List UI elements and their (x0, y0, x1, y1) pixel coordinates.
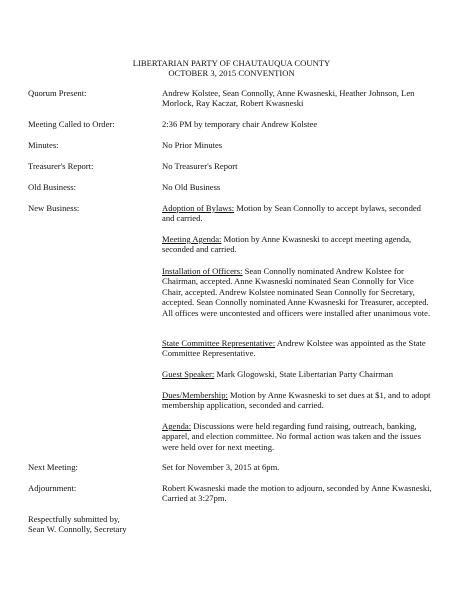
minutes-value: No Prior Minutes (162, 140, 223, 150)
called-to-order-label: Meeting Called to Order: (28, 119, 115, 129)
called-to-order-value: 2:36 PM by temporary chair Andrew Kolstee (162, 119, 318, 129)
signature-line-1: Respectfully submitted by, (28, 514, 120, 524)
item-heading: Installation of Officers: (162, 266, 243, 276)
next-meeting-label: Next Meeting: (28, 462, 78, 472)
treasurer-value: No Treasurer's Report (162, 161, 238, 171)
new-business-item (162, 234, 434, 255)
item-text: Motion by Anne Kwasneski to accept meeting agenda, seconded and carried. (162, 234, 412, 255)
item-heading: Agenda: (162, 421, 192, 431)
item-heading: Adoption of Bylaws: (162, 203, 235, 213)
item-heading: State Committee Representative: (162, 338, 276, 348)
old-business-value: No Old Business (162, 182, 221, 192)
new-business-item (162, 390, 434, 411)
document-title: LIBERTARIAN PARTY OF CHAUTAUQUA COUNTY (132, 58, 331, 68)
signature-line-2: Sean W. Connolly, Secretary (28, 524, 127, 534)
next-meeting-value: Set for November 3, 2015 at 6pm. (162, 462, 280, 472)
minutes-label: Minutes: (28, 140, 59, 150)
treasurer-label: Treasurer's Report: (28, 161, 94, 171)
item-text: Discussions were held regarding fund raising, outreach, banking, apparel, and election committee. No formal action was taken and the issues were held over for next meeting. (162, 421, 421, 452)
document-subtitle: OCTOBER 3, 2015 CONVENTION (168, 68, 295, 78)
item-text: Mark Glogowski, State Libertarian Party Chairman (214, 369, 394, 379)
new-business-label: New Business: (28, 203, 80, 213)
item-text: Motion by Sean Connolly to accept bylaws, seconded and carried. (162, 203, 421, 224)
item-text: Sean Connolly nominated Andrew Kolstee for Chairman, accepted. Anne Kwasneski nominated Sean Connolly for Vice Chair, accepted. Andrew Kolstee nominated Sean Connolly for Secretary, accepted. Sean Connolly nominated Anne Kwasneski for Treasurer, accepted. All offices were uncontested and officers were installed after unanimous vote. (162, 266, 431, 318)
adjournment-label: Adjournment: (28, 483, 77, 493)
quorum-label: Quorum Present: (28, 88, 87, 98)
item-text: Andrew Kolstee was appointed as the State Committee Representative. (162, 338, 426, 359)
item-heading: Guest Speaker: (162, 369, 215, 379)
new-business-item (162, 369, 434, 379)
item-heading: Dues/Membership: (162, 390, 228, 400)
new-business-item (162, 421, 434, 452)
old-business-label: Old Business: (28, 182, 76, 192)
new-business-item (162, 338, 434, 359)
adjournment-value: Robert Kwasneski made the motion to adjourn, seconded by Anne Kwasneski, Carried at 3:27pm. (162, 483, 432, 504)
new-business-item (162, 203, 434, 224)
new-business-item (162, 266, 434, 318)
item-heading: Meeting Agenda: (162, 234, 222, 244)
item-text: Motion by Anne Kwasneski to set dues at $1, and to adopt membership application, seconded and carried. (162, 390, 431, 411)
quorum-value: Andrew Kolstee, Sean Connolly, Anne Kwasneski, Heather Johnson, Len Morlock, Ray Kaczar, Robert Kwasneski (162, 88, 415, 109)
